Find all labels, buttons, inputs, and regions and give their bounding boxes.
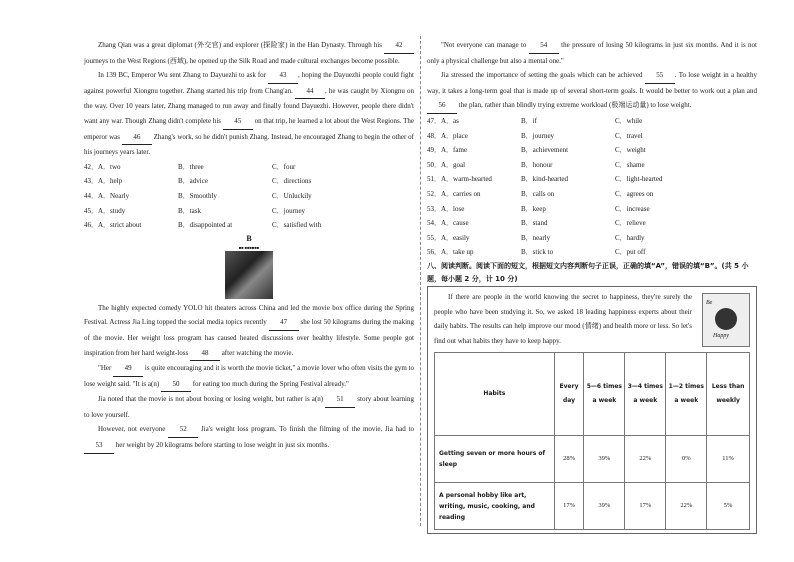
blank-45: 45 <box>223 114 253 130</box>
option: C．light-hearted <box>615 175 663 184</box>
option: C．relieve <box>615 219 646 228</box>
column-divider <box>420 36 421 526</box>
table-row <box>435 483 750 530</box>
blank-51: 51 <box>325 392 355 408</box>
option: B．achievement <box>521 146 569 155</box>
option: 46．A．strict about <box>84 221 142 230</box>
passage-b-paragraph-3: Jia noted that the movie is not about boxing or losing weight, but rather is a(n) 51 story about learning to love yourself. <box>84 392 414 422</box>
option: 55．A．easily <box>427 233 470 242</box>
options-42-46 <box>84 160 414 233</box>
option: C．travel <box>615 131 643 140</box>
option: 54．A．cause <box>427 219 469 228</box>
option: C．Unluckily <box>272 191 312 200</box>
option: C．four <box>272 162 296 171</box>
blank-49: 49 <box>113 361 143 377</box>
option: 52．A．carries on <box>427 189 481 198</box>
column-header: 5—6 times a week <box>584 353 625 436</box>
value-cell: 17% <box>554 483 584 530</box>
option: B．journey <box>521 131 555 140</box>
be-happy-image <box>702 293 750 347</box>
blank-55: 55 <box>645 68 675 84</box>
value-cell: 11% <box>707 436 750 483</box>
value-cell: 22% <box>666 483 707 530</box>
option: B．task <box>178 206 201 215</box>
blank-52: 52 <box>168 422 198 438</box>
table-row <box>435 436 750 483</box>
habit-cell: A personal hobby like art, writing, music, cooking, and reading <box>435 483 555 530</box>
option: C．journey <box>272 206 306 215</box>
option: 42．A．two <box>84 162 121 171</box>
option: C．while <box>615 116 643 125</box>
option: 47．A．as <box>427 116 459 125</box>
option: B．disappointed at <box>178 221 233 230</box>
option: B．honour <box>521 160 553 169</box>
table-header-row <box>435 353 750 436</box>
passage-text: If there are people in the world knowing the secret to happiness, they're surely the people who have been studying it. So, we asked 18 leading happiness experts about their daily habits. The results can help improve our mood (情绪) and health more or less. So let's find out what habits they have to keep happy. <box>434 292 692 345</box>
blank-53: 53 <box>84 438 114 454</box>
option: B．if <box>521 116 537 125</box>
section-8-heading: 八、阅读判断。阅读下面的短文，根据短文内容判断句子正误，正确的填“A”，错误的填“B”。(共 5 小题，每小题 2 分，计 10 分) <box>427 261 749 283</box>
habit-cell: Getting seven or more hours of sleep <box>435 436 555 483</box>
movie-photo <box>225 251 273 299</box>
blank-46: 46 <box>122 130 152 146</box>
option: B．three <box>178 162 204 171</box>
habits-table <box>434 352 750 530</box>
passage-b-paragraph-2: "Her 49 is quite encouraging and it is worth the movie ticket," a movie lover who often visits the gym to lose weight said. "It is a(n) 50 for eating too much during the Spring Festival already." <box>84 361 414 392</box>
passage-b-paragraph-4: However, not everyone 52 Jia's weight loss program. To finish the filming of the movie, Jia had to 53 her weight by 20 kilograms before starting to lose weight in just six months. <box>84 422 414 453</box>
option: 44．A．Nearly <box>84 191 130 200</box>
option: B．stand <box>521 219 548 228</box>
option: 53．A．lose <box>427 204 465 213</box>
option: C．increase <box>615 204 650 213</box>
column-header: Less than weekly <box>707 353 750 436</box>
options-47-56 <box>427 114 757 260</box>
option: B．kind-hearted <box>521 175 569 184</box>
passage-b-paragraph-6: Jia stressed the importance of setting the goals which can be achieved 55 . To lose weight in a healthy way, it takes a long-term goal that is made up of several short-term goals. It would be better to work out a plan and 56 the plan, rather than blindly trying extreme workload (极端运动量) to lose weight. <box>427 68 757 114</box>
smiley-circle <box>715 308 737 330</box>
option: 48．A．place <box>427 131 468 140</box>
section-b-heading: B <box>246 233 252 243</box>
option: 50．A．goal <box>427 160 466 169</box>
photo-caption: ■■ ■■■■■■ <box>238 244 260 250</box>
value-cell: 39% <box>584 483 625 530</box>
value-cell: 22% <box>625 436 666 483</box>
blank-56: 56 <box>427 98 457 114</box>
image-text-bottom: Happy <box>713 333 729 340</box>
blank-42: 42 <box>384 38 414 54</box>
option: C．shame <box>615 160 645 169</box>
blank-54: 54 <box>529 38 559 54</box>
blank-50: 50 <box>161 377 191 393</box>
blank-44: 44 <box>295 84 325 100</box>
option: B．advice <box>178 177 208 186</box>
option: C．satisfied with <box>272 221 322 230</box>
option: 51．A．warm-hearted <box>427 175 492 184</box>
option: B．nearly <box>521 233 551 242</box>
left-column <box>84 38 414 454</box>
passage-a-paragraph-2: In 139 BC, Emperor Wu sent Zhang to Dayuezhi to ask for 43 , hoping the Dayuezhi people could fight against powerful Xiongnu together. Zhang started his trip from Chang'an. 44 , he was caught by Xiongnu on the way. Over 10 years later, Zhang managed to run away and finally found Dayuezhi. However, people there didn't want any war. Though Zhang didn't complete his 45 on that trip, he learned a lot about the West Regions. The emperor was 46 Zhang's work, so he didn't punish Zhang. Instead, he encouraged Zhang to begin the other of his journeys years later. <box>84 68 414 160</box>
blank-43: 43 <box>268 68 298 84</box>
option: B．keep <box>521 204 546 213</box>
option: C．weight <box>615 146 646 155</box>
column-header: Habits <box>435 353 555 436</box>
column-header: 1—2 times a week <box>666 353 707 436</box>
value-cell: 17% <box>625 483 666 530</box>
right-column <box>427 38 757 534</box>
blank-47: 47 <box>269 315 299 331</box>
option: 49．A．fame <box>427 146 468 155</box>
option: B．Smoothly <box>178 191 217 200</box>
option: C．hardly <box>615 233 645 242</box>
option: C．put off <box>615 248 646 257</box>
option: C．directions <box>272 177 312 186</box>
option: 43．A．help <box>84 177 123 186</box>
option: 56．A．take up <box>427 248 474 257</box>
option: C．agrees on <box>615 189 654 198</box>
column-header: 3—4 times a week <box>625 353 666 436</box>
option: B．stick to <box>521 248 554 257</box>
blank-48: 48 <box>190 346 220 362</box>
column-header: Every day <box>554 353 584 436</box>
passage-b-paragraph-5: "Not everyone can manage to 54 the pressure of losing 50 kilograms in just six months. And it is not only a physical challenge but also a mental one." <box>427 38 757 68</box>
value-cell: 28% <box>554 436 584 483</box>
reading-passage-box <box>427 286 757 534</box>
image-text-top: Be <box>706 299 713 306</box>
option: 45．A．study <box>84 206 126 215</box>
value-cell: 0% <box>666 436 707 483</box>
option: B．calls on <box>521 189 555 198</box>
value-cell: 5% <box>707 483 750 530</box>
value-cell: 39% <box>584 436 625 483</box>
passage-a-paragraph-1: Zhang Qian was a great diplomat (外交官) and explorer (探险家) in the Han Dynasty. Through his 42 journeys to the West Regions (西域), he opened up the Silk Road and made cultural exchanges become possible. <box>84 38 414 68</box>
passage-b-paragraph-1: The highly expected comedy YOLO hit theaters across China and led the movie box office during the Spring Festival. Actress Jia Ling topped the social media topics recently 47 she lost 50 kilograms during the making of the movie. Her weight loss program has caused heated discussions over healthy lifestyle. Some people got inspiration from her hard weight-loss 48 after watching the movie. <box>84 301 414 361</box>
